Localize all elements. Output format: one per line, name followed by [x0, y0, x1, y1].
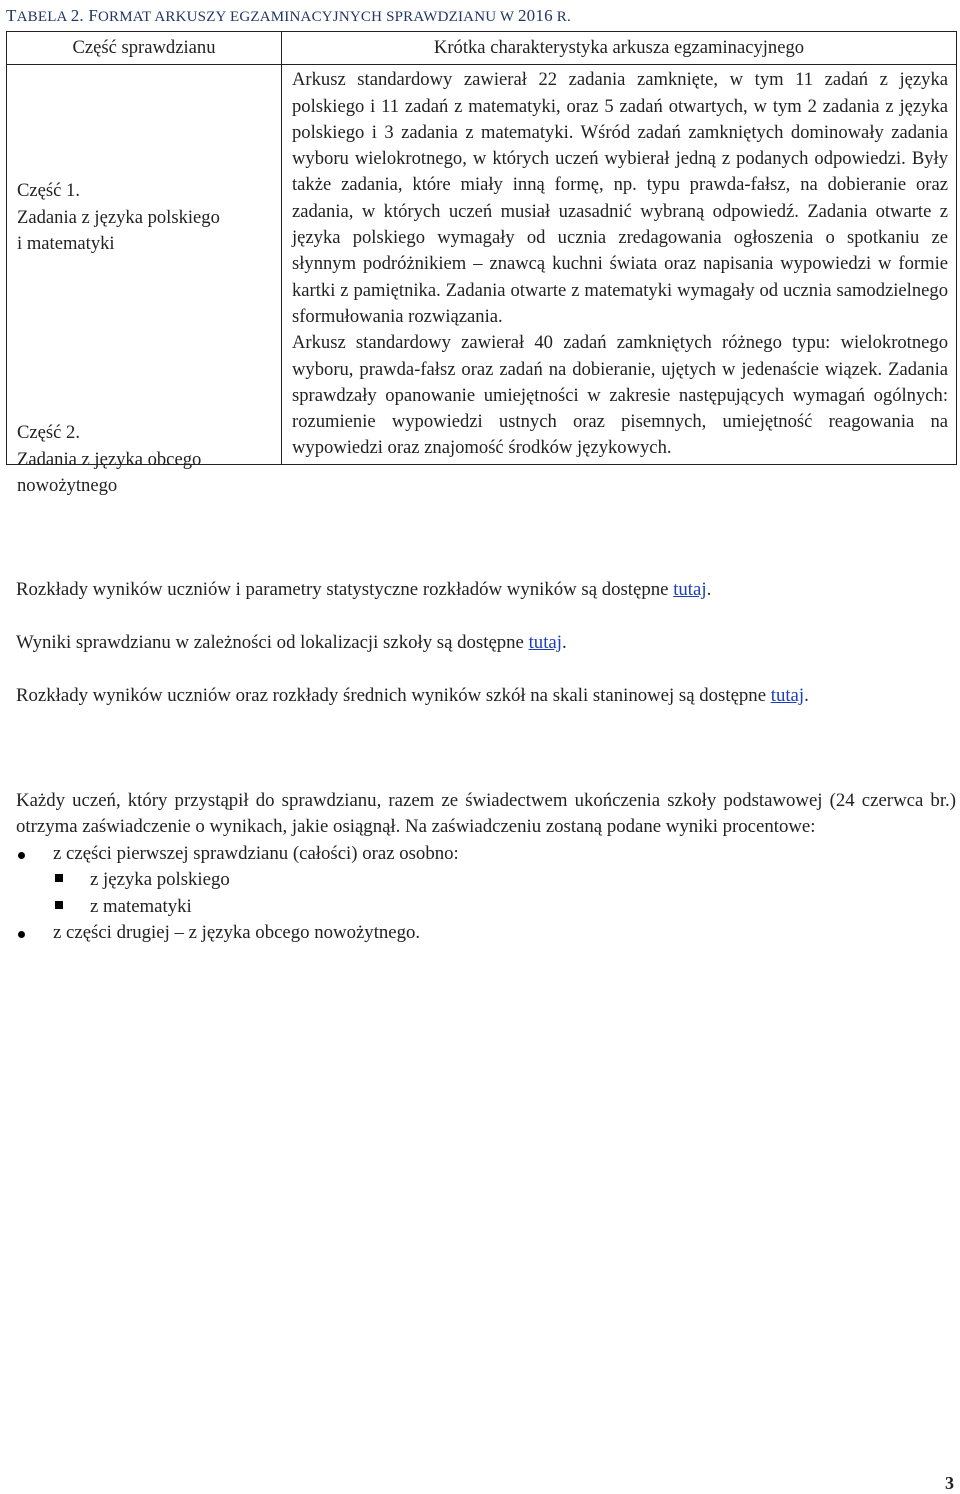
bullet-square-icon: [55, 901, 63, 909]
header-description: Krótka charakterystyka arkusza egzaminacyjnego: [282, 32, 957, 65]
certificate-intro: Każdy uczeń, który przystąpił do sprawdzianu, razem ze świadectwem ukończenia szkoły podstawowej (24 czerwca br.) otrzyma zaświadczenie o wynikach, jakie osiągnął. Na zaświadczeniu zostaną podane wyniki procentowe:: [16, 790, 956, 838]
part-2-line2: nowożytnego: [17, 474, 118, 496]
results-list: [16, 841, 956, 947]
certificate-section: [16, 788, 956, 946]
exam-format-table: [6, 31, 957, 496]
table-caption: TABELA 2. FORMAT ARKUSZY EGZAMINACYJNYCH SPRAWDZIANU W 2016 R.: [6, 6, 571, 25]
part-2-description: Arkusz standardowy zawierał 40 zadań zamkniętych różnego typu: wielokrotnego wyboru, prawda-fałsz oraz zadań na dobieranie, ujętych w jedenaście wiązek. Zadania sprawdzały opanowanie umiejętności w zakresie następujących wymagań ogólnych: rozumienie wypowiedzi ustnych oraz pisemnych, umiejętność reagowania na wypowiedzi oraz znajomość środków językowych.: [292, 332, 948, 459]
list-item: z części drugiej – z języka obcego nowożytnego.: [16, 920, 956, 946]
part-2: [17, 420, 201, 499]
header-part: Część sprawdzianu: [7, 32, 282, 65]
link-distributions[interactable]: tutaj: [673, 579, 707, 600]
part-2-line1: Zadania z języka obcego: [17, 448, 202, 470]
table-header-row: [7, 32, 957, 65]
links-paragraph-2: Wyniki sprawdzianu w zależności od lokalizacji szkoły są dostępne tutaj.: [16, 632, 567, 653]
table-body-row: [7, 65, 957, 464]
parts-cell: [7, 65, 282, 496]
bullet-square-icon: [55, 874, 63, 882]
list-item: z matematyki: [53, 894, 956, 920]
page-number: 3: [945, 1473, 954, 1493]
links-paragraph-1: Rozkłady wyników uczniów i parametry statystyczne rozkładów wyników są dostępne tutaj.: [16, 579, 712, 600]
part-1-title: Część 1.: [17, 180, 80, 202]
sub-list: [53, 867, 956, 920]
link-location-results[interactable]: tutaj: [528, 632, 562, 653]
list-item: z języka polskiego: [53, 867, 956, 893]
part-1: [17, 178, 220, 257]
links-paragraph-3: Rozkłady wyników uczniów oraz rozkłady średnich wyników szkół na skali staninowej są dostępne tutaj.: [16, 685, 809, 706]
bullet-dot-icon: [18, 852, 25, 859]
bullet-dot-icon: [18, 931, 25, 938]
part-1-description: Arkusz standardowy zawierał 22 zadania zamknięte, w tym 11 zadań z języka polskiego i 11 zadań z matematyki, oraz 5 zadań otwartych, w tym 2 zadania z języka polskiego i 3 zadania z matematyki. Wśród zadań zamkniętych dominowały zadania wyboru wielokrotnego, w których uczeń wybierał jedną z podanych odpowiedzi. Były także zadania, które miały inną formę, np. typu prawda-fałsz, na dobieranie oraz zadania, w których uczeń musiał uzasadnić wybraną odpowiedź. Zadania otwarte z języka polskiego wymagały od ucznia zredagowania ogłoszenia o spotkaniu ze słynnym podróżnikiem – znawcą kuchni świata oraz napisania wypowiedzi w formie kartki z pamiętnika. Zadania otwarte z matematyki wymagały od ucznia samodzielnego sformułowania rozwiązania.: [292, 69, 948, 327]
part-1-line2: i matematyki: [17, 232, 115, 254]
list-item: z części pierwszej sprawdzianu (całości) oraz osobno: z języka polskiego z matematyki: [16, 841, 956, 920]
part-2-title: Część 2.: [17, 422, 80, 444]
descriptions-cell: [282, 65, 957, 464]
part-1-line1: Zadania z języka polskiego: [17, 206, 220, 228]
link-stanine-scale[interactable]: tutaj: [770, 685, 805, 706]
